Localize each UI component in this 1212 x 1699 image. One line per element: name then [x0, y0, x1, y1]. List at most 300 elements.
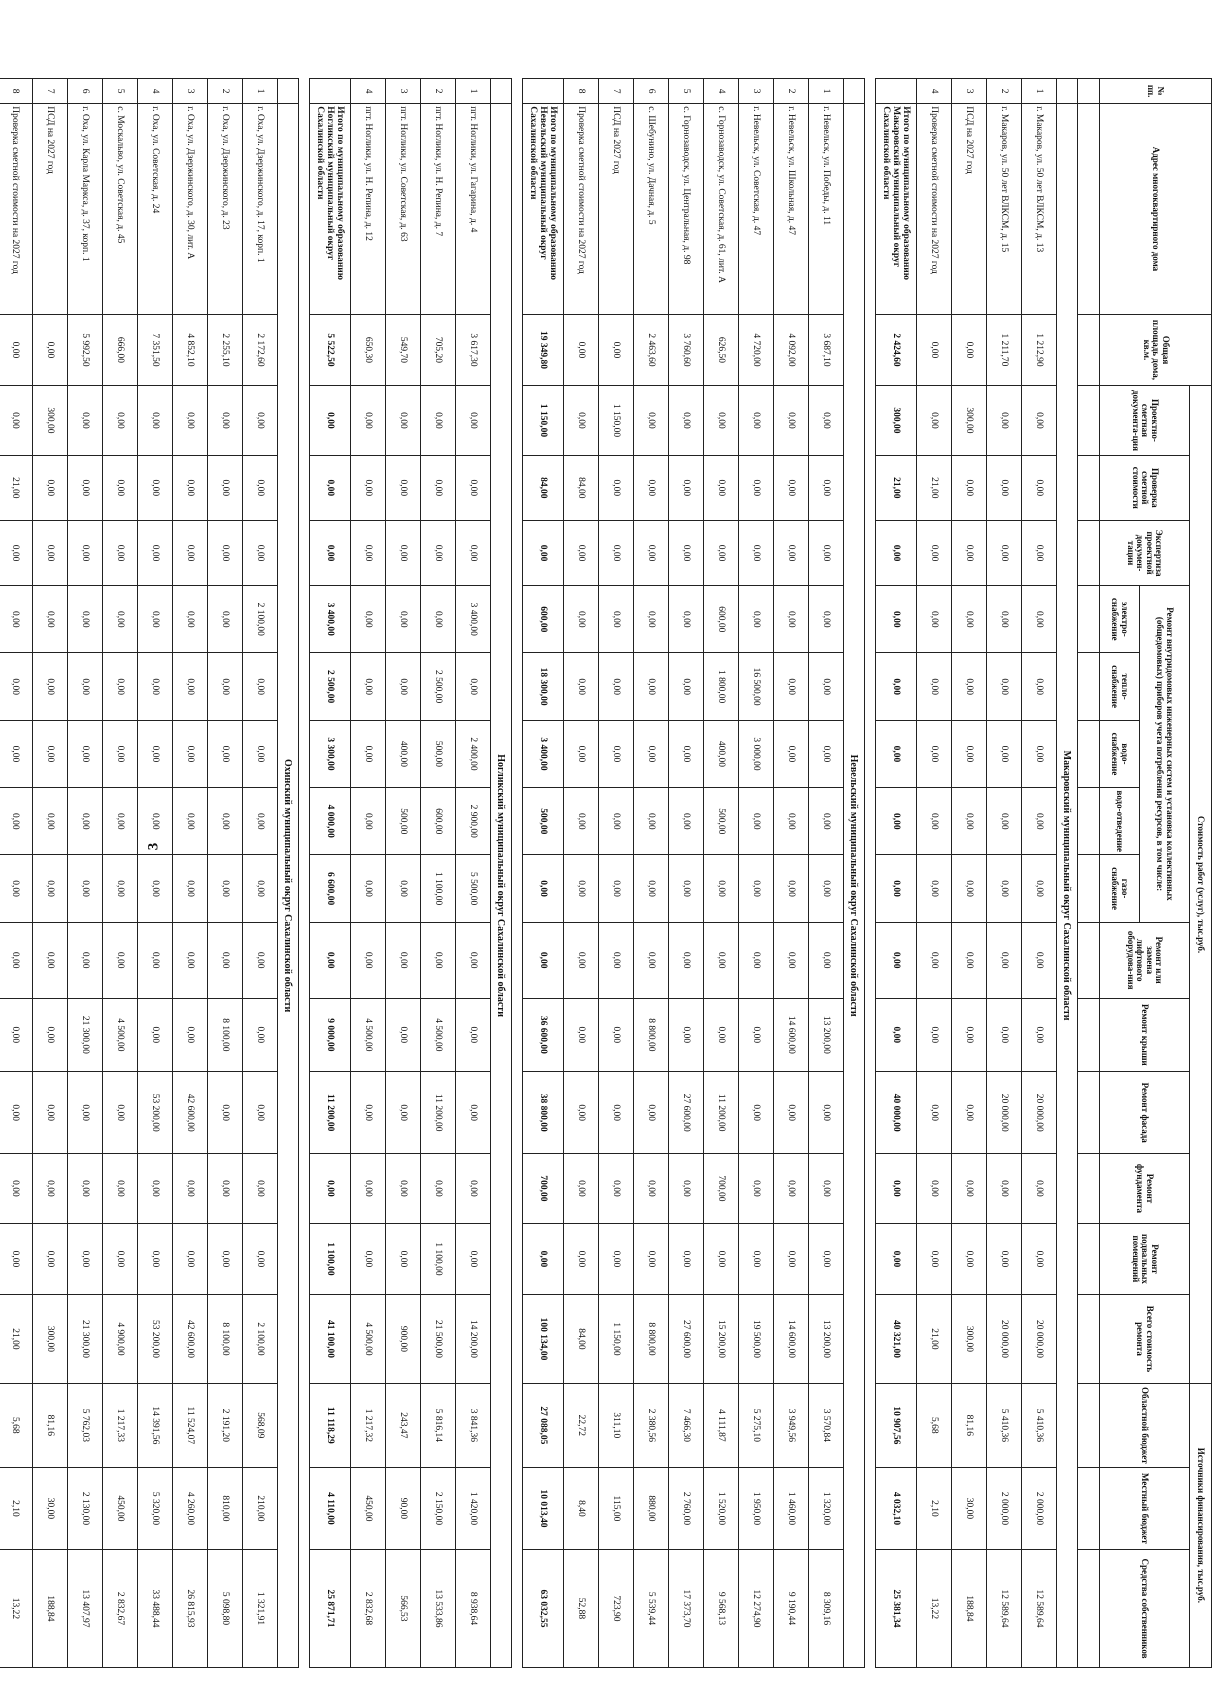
value-cell: 22,72 [564, 1383, 599, 1467]
value-cell: 0,00 [917, 998, 952, 1072]
value-cell: 25 871,71 [310, 1549, 351, 1667]
value-cell: 0,00 [243, 720, 278, 787]
value-cell: 0,00 [173, 455, 208, 520]
value-cell: 0,00 [68, 1154, 103, 1223]
value-cell: 0,00 [669, 720, 704, 787]
value-cell: 13,22 [917, 1549, 952, 1667]
address-cell: пгт. Ноглики, ул. Гагарина, д. 4 [456, 104, 491, 314]
table-row [564, 79, 599, 1668]
value-cell: 0,00 [987, 855, 1022, 922]
address-cell: г. Невельск, ул. Школьная, д. 47 [774, 104, 809, 314]
value-cell: 723,90 [599, 1549, 634, 1667]
value-cell: 0,00 [386, 653, 421, 720]
value-cell: 0,00 [917, 314, 952, 386]
value-cell: 0,00 [523, 855, 564, 922]
value-cell: 0,00 [1022, 720, 1057, 787]
value-cell: 0,00 [208, 586, 243, 653]
value-cell: 0,00 [208, 520, 243, 585]
value-cell: 3 400,00 [523, 720, 564, 787]
value-cell: 8 [0, 79, 33, 104]
header-heat: тепло-снабжение [1100, 653, 1140, 720]
rotated-document [0, 78, 1212, 1668]
value-cell: 500,00 [704, 788, 739, 855]
value-cell: 0,00 [351, 922, 386, 998]
region-title: Невельский муниципальный округ Сахалинской области [844, 104, 865, 1668]
value-cell: 188,84 [952, 1549, 987, 1667]
value-cell: 0,00 [564, 386, 599, 455]
value-cell: 0,00 [774, 720, 809, 787]
value-cell: 400,00 [704, 720, 739, 787]
value-cell: 3 570,84 [809, 1383, 844, 1467]
value-cell: 21,00 [876, 455, 917, 520]
header-no: № пп. [1100, 79, 1212, 104]
value-cell: 0,00 [173, 720, 208, 787]
value-cell: 19 500,00 [739, 1295, 774, 1384]
value-cell: 2 900,00 [456, 788, 491, 855]
value-cell: 0,00 [917, 788, 952, 855]
value-cell: 2 172,60 [243, 314, 278, 386]
value-cell: 0,00 [809, 455, 844, 520]
header-cost-group: Стоимость работ (услуг), тыс.руб. [1190, 386, 1212, 1384]
value-cell: 0,00 [774, 455, 809, 520]
value-cell: 0,00 [208, 1072, 243, 1154]
value-cell: 0,00 [208, 455, 243, 520]
value-cell: 0,00 [669, 998, 704, 1072]
value-cell: 0,00 [917, 1072, 952, 1154]
value-cell: 4 260,00 [173, 1467, 208, 1549]
value-cell: 0,00 [173, 788, 208, 855]
table-row [774, 79, 809, 1668]
table-row [68, 79, 103, 1668]
value-cell: 188,84 [33, 1549, 68, 1667]
value-cell: 0,00 [68, 1072, 103, 1154]
table-body [0, 79, 1078, 1668]
value-cell: 700,00 [704, 1154, 739, 1223]
value-cell: 0,00 [917, 586, 952, 653]
value-cell: 0,00 [774, 1154, 809, 1223]
value-cell: 300,00 [952, 1295, 987, 1384]
value-cell: 8 800,00 [634, 1295, 669, 1384]
value-cell: 21 500,00 [421, 1295, 456, 1384]
value-cell: 0,00 [599, 720, 634, 787]
value-cell: 4 900,00 [103, 1295, 138, 1384]
value-cell: 0,00 [739, 1223, 774, 1295]
value-cell: 0,00 [310, 386, 351, 455]
address-cell: г. Макаров, ул. 50 лет ВЛКСМ, д. 15 [987, 104, 1022, 314]
value-cell: 705,20 [421, 314, 456, 386]
value-cell: 0,00 [523, 1223, 564, 1295]
value-cell: 0,00 [599, 855, 634, 922]
region-header-row [278, 79, 299, 1668]
value-cell: 0,00 [243, 922, 278, 998]
region-header-row [491, 79, 512, 1668]
value-cell: 0,00 [1022, 520, 1057, 585]
value-cell: 0,00 [0, 314, 33, 386]
value-cell: 0,00 [310, 922, 351, 998]
value-cell: 0,00 [173, 653, 208, 720]
address-cell: г. Оха, ул. Советская, д. 24 [138, 104, 173, 314]
value-cell: 27 600,00 [669, 1295, 704, 1384]
value-cell: 0,00 [351, 586, 386, 653]
value-cell: 0,00 [876, 720, 917, 787]
value-cell: 0,00 [809, 855, 844, 922]
value-cell: 0,00 [351, 520, 386, 585]
value-cell: 0,00 [0, 720, 33, 787]
value-cell: 0,00 [876, 855, 917, 922]
header-drain: водо-отведение [1100, 788, 1140, 855]
value-cell: 0,00 [669, 1223, 704, 1295]
value-cell: 21 300,00 [68, 998, 103, 1072]
value-cell: 0,00 [987, 455, 1022, 520]
value-cell: 600,00 [704, 586, 739, 653]
value-cell: 0,00 [809, 1154, 844, 1223]
value-cell [310, 79, 351, 104]
value-cell: 4 [917, 79, 952, 104]
header-engineering-group: Ремонт внутридомовых инженерных систем и установка коллективных (общедомовых) приборов учета потребления ресурсов, в том числе: [1140, 586, 1190, 923]
value-cell: 52,88 [564, 1549, 599, 1667]
value-cell: 2 000,00 [987, 1467, 1022, 1549]
value-cell: 26 815,93 [173, 1549, 208, 1667]
value-cell: 27 088,05 [523, 1383, 564, 1467]
value-cell: 0,00 [1022, 998, 1057, 1072]
value-cell: 4 032,10 [876, 1467, 917, 1549]
value-cell: 0,00 [68, 922, 103, 998]
value-cell: 0,00 [876, 1154, 917, 1223]
value-cell: 0,00 [599, 653, 634, 720]
value-cell: 1 [809, 79, 844, 104]
region-blank-cell [491, 79, 512, 104]
value-cell: 0,00 [634, 788, 669, 855]
value-cell: 0,00 [876, 586, 917, 653]
value-cell: 8 100,00 [208, 1295, 243, 1384]
value-cell: 0,00 [952, 1072, 987, 1154]
value-cell: 0,00 [599, 1154, 634, 1223]
address-cell: с. Москальво, ул. Советская, д. 45 [103, 104, 138, 314]
value-cell: 42 600,00 [173, 1072, 208, 1154]
value-cell: 0,00 [809, 653, 844, 720]
value-cell: 1 321,91 [243, 1549, 278, 1667]
value-cell: 0,00 [68, 653, 103, 720]
value-cell: 0,00 [952, 653, 987, 720]
value-cell: 0,00 [952, 788, 987, 855]
value-cell: 0,00 [917, 922, 952, 998]
value-cell: 0,00 [876, 520, 917, 585]
value-cell: 2 [987, 79, 1022, 104]
value-cell: 5 816,14 [421, 1383, 456, 1467]
header-area: Общая площадь дома, кв.м. [1100, 314, 1212, 386]
value-cell: 2 [208, 79, 243, 104]
value-cell: 3 949,56 [774, 1383, 809, 1467]
value-cell: 1 520,00 [704, 1467, 739, 1549]
value-cell: 18 300,00 [523, 653, 564, 720]
value-cell: 0,00 [103, 788, 138, 855]
value-cell: 0,00 [138, 922, 173, 998]
value-cell: 0,00 [386, 455, 421, 520]
value-cell: 5 410,36 [1022, 1383, 1057, 1467]
value-cell: 0,00 [33, 720, 68, 787]
value-cell: 11 118,29 [310, 1383, 351, 1467]
value-cell: 0,00 [456, 386, 491, 455]
table-row [669, 79, 704, 1668]
value-cell: 30,00 [33, 1467, 68, 1549]
value-cell: 5 522,50 [310, 314, 351, 386]
value-cell: 4 092,00 [774, 314, 809, 386]
value-cell: 0,00 [173, 922, 208, 998]
table-row [987, 79, 1022, 1668]
value-cell: 0,00 [243, 855, 278, 922]
value-cell: 0,00 [243, 1072, 278, 1154]
value-cell: 0,00 [739, 586, 774, 653]
value-cell: 5 098,80 [208, 1549, 243, 1667]
table-row [1022, 79, 1057, 1668]
value-cell: 0,00 [208, 855, 243, 922]
value-cell: 2 [421, 79, 456, 104]
value-cell: 0,00 [704, 998, 739, 1072]
value-cell: 0,00 [704, 520, 739, 585]
value-cell: 1 [243, 79, 278, 104]
value-cell: 210,00 [243, 1467, 278, 1549]
value-cell: 0,00 [987, 720, 1022, 787]
value-cell: 0,00 [68, 586, 103, 653]
value-cell: 0,00 [456, 922, 491, 998]
address-cell: пгт. Ноглики, ул. Н. Репина, д. 12 [351, 104, 386, 314]
address-cell: Итого по муниципальному образованию Макаровский муниципальный округ Сахалинской области [876, 104, 917, 314]
value-cell: 450,00 [103, 1467, 138, 1549]
header-funding-group: Источники финансирования, тыс.руб. [1190, 1383, 1212, 1667]
value-cell: 5 410,36 [987, 1383, 1022, 1467]
value-cell: 0,00 [103, 586, 138, 653]
value-cell: 4 500,00 [351, 1295, 386, 1384]
value-cell: 0,00 [634, 1154, 669, 1223]
value-cell: 5 762,03 [68, 1383, 103, 1467]
value-cell: 115,00 [599, 1467, 634, 1549]
value-cell: 0,00 [774, 586, 809, 653]
total-row [876, 79, 917, 1668]
value-cell: 27 600,00 [669, 1072, 704, 1154]
value-cell: 0,00 [774, 1223, 809, 1295]
value-cell: 0,00 [704, 1223, 739, 1295]
table-row [917, 79, 952, 1668]
value-cell: 5 320,00 [138, 1467, 173, 1549]
value-cell: 2 832,68 [351, 1549, 386, 1667]
region-title: Охинский муниципальный округ Сахалинской области [278, 104, 299, 1668]
address-cell: пгт. Ноглики, ул. Н. Репина, д. 7 [421, 104, 456, 314]
value-cell: 12 589,64 [987, 1549, 1022, 1667]
value-cell: 0,00 [987, 386, 1022, 455]
value-cell: 0,00 [68, 386, 103, 455]
value-cell: 0,00 [952, 922, 987, 998]
value-cell: 0,00 [138, 1154, 173, 1223]
value-cell: 880,00 [634, 1467, 669, 1549]
value-cell: 4 500,00 [351, 998, 386, 1072]
value-cell: 0,00 [103, 386, 138, 455]
value-cell: 0,00 [1022, 386, 1057, 455]
value-cell: 0,00 [33, 998, 68, 1072]
value-cell: 300,00 [33, 1295, 68, 1384]
value-cell: 0,00 [173, 998, 208, 1072]
value-cell: 0,00 [386, 998, 421, 1072]
value-cell: 0,00 [774, 788, 809, 855]
value-cell: 84,00 [564, 1295, 599, 1384]
value-cell: 36 600,00 [523, 998, 564, 1072]
value-cell: 0,00 [952, 520, 987, 585]
value-cell: 3 [952, 79, 987, 104]
value-cell: 0,00 [704, 922, 739, 998]
value-cell: 4 [351, 79, 386, 104]
value-cell: 0,00 [243, 386, 278, 455]
value-cell: 1 [456, 79, 491, 104]
value-cell: 2 380,56 [634, 1383, 669, 1467]
value-cell: 10 907,56 [876, 1383, 917, 1467]
value-cell: 3 [739, 79, 774, 104]
gap-cell [512, 79, 523, 1668]
value-cell: 0,00 [421, 386, 456, 455]
value-cell: 0,00 [774, 653, 809, 720]
value-cell: 0,00 [456, 1072, 491, 1154]
value-cell: 6 600,00 [310, 855, 351, 922]
value-cell: 0,00 [1022, 653, 1057, 720]
value-cell: 21 300,00 [68, 1295, 103, 1384]
address-cell: Итого по муниципальному образованию Ногликский муниципальный округ Сахалинской области [310, 104, 351, 314]
value-cell: 81,16 [952, 1383, 987, 1467]
table-row [0, 79, 33, 1668]
total-row [310, 79, 351, 1668]
value-cell: 3 841,36 [456, 1383, 491, 1467]
value-cell: 0,00 [351, 1223, 386, 1295]
value-cell: 5 539,44 [634, 1549, 669, 1667]
value-cell: 8,40 [564, 1467, 599, 1549]
value-cell: 6 [68, 79, 103, 104]
value-cell: 2 000,00 [1022, 1467, 1057, 1549]
value-cell: 2,10 [0, 1467, 33, 1549]
value-cell: 0,00 [739, 998, 774, 1072]
value-cell: 0,00 [917, 720, 952, 787]
value-cell: 0,00 [68, 788, 103, 855]
value-cell: 666,00 [103, 314, 138, 386]
value-cell: 14 600,00 [774, 1295, 809, 1384]
table-row [599, 79, 634, 1668]
value-cell: 0,00 [351, 720, 386, 787]
value-cell: 243,47 [386, 1383, 421, 1467]
value-cell: 2 424,60 [876, 314, 917, 386]
value-cell: 41 100,00 [310, 1295, 351, 1384]
value-cell: 8 100,00 [208, 998, 243, 1072]
value-cell: 0,00 [33, 922, 68, 998]
value-cell: 8 309,16 [809, 1549, 844, 1667]
value-cell: 0,00 [1022, 922, 1057, 998]
value-cell: 0,00 [952, 998, 987, 1072]
value-cell: 0,00 [634, 520, 669, 585]
value-cell: 0,00 [33, 855, 68, 922]
value-cell: 4 500,00 [421, 998, 456, 1072]
value-cell: 0,00 [421, 520, 456, 585]
value-cell: 3 760,60 [669, 314, 704, 386]
value-cell: 0,00 [386, 586, 421, 653]
value-cell: 12 589,64 [1022, 1549, 1057, 1667]
value-cell: 0,00 [564, 788, 599, 855]
value-cell: 14 200,00 [456, 1295, 491, 1384]
header-local: Местный бюджет [1100, 1467, 1190, 1549]
address-cell: г. Оха, ул. Карла Маркса, д. 37, корп. 1 [68, 104, 103, 314]
value-cell: 0,00 [208, 720, 243, 787]
value-cell: 0,00 [103, 455, 138, 520]
value-cell: 4 [138, 79, 173, 104]
value-cell: 1 460,00 [774, 1467, 809, 1549]
value-cell: 0,00 [310, 455, 351, 520]
value-cell: 0,00 [917, 1154, 952, 1223]
value-cell: 0,00 [386, 520, 421, 585]
section-gap [865, 79, 876, 1668]
value-cell: 0,00 [456, 1223, 491, 1295]
value-cell: 0,00 [386, 1223, 421, 1295]
header-project-docs: Проектно-сметная документа-ция [1100, 386, 1190, 455]
value-cell: 5,68 [917, 1383, 952, 1467]
value-cell: 0,00 [952, 314, 987, 386]
value-cell: 10 013,40 [523, 1467, 564, 1549]
value-cell: 20 000,00 [987, 1295, 1022, 1384]
value-cell: 2 500,00 [421, 653, 456, 720]
value-cell: 1 100,00 [421, 855, 456, 922]
value-cell: 0,00 [351, 386, 386, 455]
value-cell: 20 000,00 [987, 1072, 1022, 1154]
value-cell: 8 800,00 [634, 998, 669, 1072]
table-row [704, 79, 739, 1668]
value-cell: 16 500,00 [739, 653, 774, 720]
value-cell: 14 391,56 [138, 1383, 173, 1467]
value-cell: 0,00 [809, 1072, 844, 1154]
value-cell: 1 320,00 [809, 1467, 844, 1549]
value-cell: 2 255,10 [208, 314, 243, 386]
address-cell: пгт. Ноглики, ул. Советская, д. 63 [386, 104, 421, 314]
value-cell: 9 190,44 [774, 1549, 809, 1667]
value-cell: 0,00 [952, 1154, 987, 1223]
value-cell: 0,00 [669, 386, 704, 455]
value-cell: 0,00 [103, 1154, 138, 1223]
value-cell: 21,00 [917, 455, 952, 520]
value-cell: 8 [564, 79, 599, 104]
value-cell: 0,00 [138, 788, 173, 855]
value-cell: 2 130,00 [68, 1467, 103, 1549]
value-cell: 13 407,97 [68, 1549, 103, 1667]
value-cell: 0,00 [0, 653, 33, 720]
value-cell: 0,00 [669, 922, 704, 998]
value-cell: 2,10 [917, 1467, 952, 1549]
value-cell: 0,00 [669, 1154, 704, 1223]
value-cell: 0,00 [103, 720, 138, 787]
value-cell: 0,00 [987, 586, 1022, 653]
value-cell: 0,00 [1022, 855, 1057, 922]
value-cell: 12 274,90 [739, 1549, 774, 1667]
value-cell: 40 000,00 [876, 1072, 917, 1154]
value-cell: 53 200,00 [138, 1295, 173, 1384]
value-cell: 5,68 [0, 1383, 33, 1467]
value-cell: 0,00 [564, 720, 599, 787]
value-cell: 0,00 [0, 1154, 33, 1223]
table-row [33, 79, 68, 1668]
value-cell: 11 200,00 [310, 1072, 351, 1154]
value-cell: 300,00 [33, 386, 68, 455]
table-row [456, 79, 491, 1668]
value-cell: 0,00 [809, 586, 844, 653]
value-cell: 4 111,87 [704, 1383, 739, 1467]
value-cell: 19 349,80 [523, 314, 564, 386]
value-cell: 0,00 [523, 922, 564, 998]
value-cell: 0,00 [33, 653, 68, 720]
value-cell: 2 100,00 [243, 586, 278, 653]
header-elevator: Ремонт или замена лифтового оборудова-ния [1100, 922, 1190, 998]
value-cell: 0,00 [634, 1223, 669, 1295]
value-cell: 0,00 [243, 455, 278, 520]
